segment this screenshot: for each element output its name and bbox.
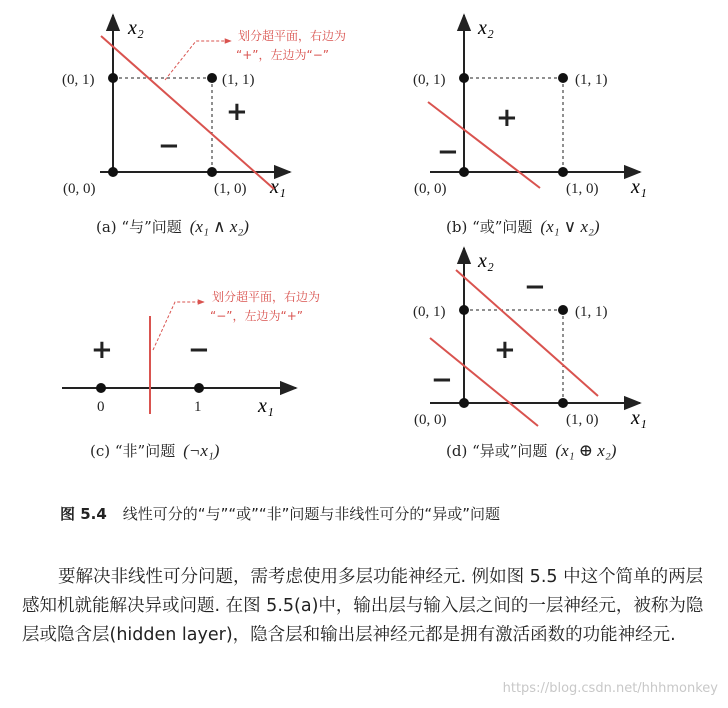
label-10: (1, 0): [566, 181, 599, 197]
point-00: [459, 167, 469, 177]
caption-b: (b) “或”问题 (x₁ ∨ x₂): [446, 217, 600, 236]
panel-b: [413, 15, 647, 236]
panel-d: [413, 248, 647, 460]
watermark: https://blog.csdn.net/hhhmonkey: [502, 681, 718, 696]
point-10: [558, 167, 568, 177]
figure-caption-text: 线性可分的“与”“或”“非”问题与非线性可分的“异或”问题: [122, 505, 500, 523]
point-00: [108, 167, 118, 177]
minus-sign: −: [158, 131, 180, 161]
plus-sign: +: [494, 335, 516, 365]
point-1: [194, 383, 204, 393]
label-01: (0, 1): [62, 72, 95, 88]
point-10: [558, 398, 568, 408]
minus-sign-left: −: [431, 365, 453, 395]
annotation-line2: “−”，左边为“+”: [210, 309, 303, 323]
label-10: (1, 0): [566, 412, 599, 428]
caption-a: (a) “与”问题 (x₁ ∧ x₂): [96, 217, 249, 236]
point-01: [459, 73, 469, 83]
point-11: [558, 305, 568, 315]
point-00: [459, 398, 469, 408]
point-0: [96, 383, 106, 393]
label-01: (0, 1): [413, 72, 446, 88]
label-11: (1, 1): [575, 72, 608, 88]
annotation-line1: 划分超平面，右边为: [212, 290, 321, 304]
plus-sign: +: [496, 103, 518, 133]
label-00: (0, 0): [414, 181, 447, 197]
tick-0: 0: [97, 399, 105, 415]
plus-sign: +: [226, 97, 248, 127]
minus-sign: −: [188, 335, 210, 365]
point-11: [207, 73, 217, 83]
figure-number: 图 5.4: [60, 505, 107, 523]
y-axis-label: x₂: [478, 17, 494, 39]
body-paragraph: 要解决非线性可分问题，需考虑使用多层功能神经元. 例如图 5.5 中这个简单的两层感知机就能解决异或问题. 在图 5.5(a)中，输出层与输入层之间的一层神经元，被称为隐层或隐含层(hidden layer)，隐含层和输出层神经元都是拥有激活函数的功能神经元.: [22, 567, 704, 645]
caption-d: (d) “异或”问题 (x₁ ⊕ x₂): [446, 441, 617, 460]
point-11: [558, 73, 568, 83]
label-01: (0, 1): [413, 304, 446, 320]
y-axis-label: x₂: [128, 17, 144, 39]
x-axis-label: x₁: [258, 395, 274, 417]
x-axis-label: x₁: [631, 407, 647, 429]
plus-sign: +: [91, 335, 113, 365]
y-axis-label: x₂: [478, 250, 494, 272]
x-axis-label: x₁: [631, 176, 647, 198]
label-00: (0, 0): [414, 412, 447, 428]
point-10: [207, 167, 217, 177]
annotation-line2: “+”，左边为“−”: [236, 48, 329, 62]
tick-1: 1: [194, 399, 202, 415]
label-00: (0, 0): [63, 181, 96, 197]
minus-sign: −: [437, 137, 459, 167]
annotation-line1: 划分超平面，右边为: [238, 29, 347, 43]
label-11: (1, 1): [222, 72, 255, 88]
label-11: (1, 1): [575, 304, 608, 320]
caption-c: (c) “非”问题 (¬x₁): [90, 441, 220, 460]
panel-a: [62, 15, 346, 236]
point-01: [108, 73, 118, 83]
point-01: [459, 305, 469, 315]
minus-sign-top: −: [524, 272, 546, 302]
figure-caption: [60, 503, 500, 524]
x-axis-label: x₁: [270, 176, 286, 198]
panel-c: [62, 289, 320, 460]
label-10: (1, 0): [214, 181, 247, 197]
